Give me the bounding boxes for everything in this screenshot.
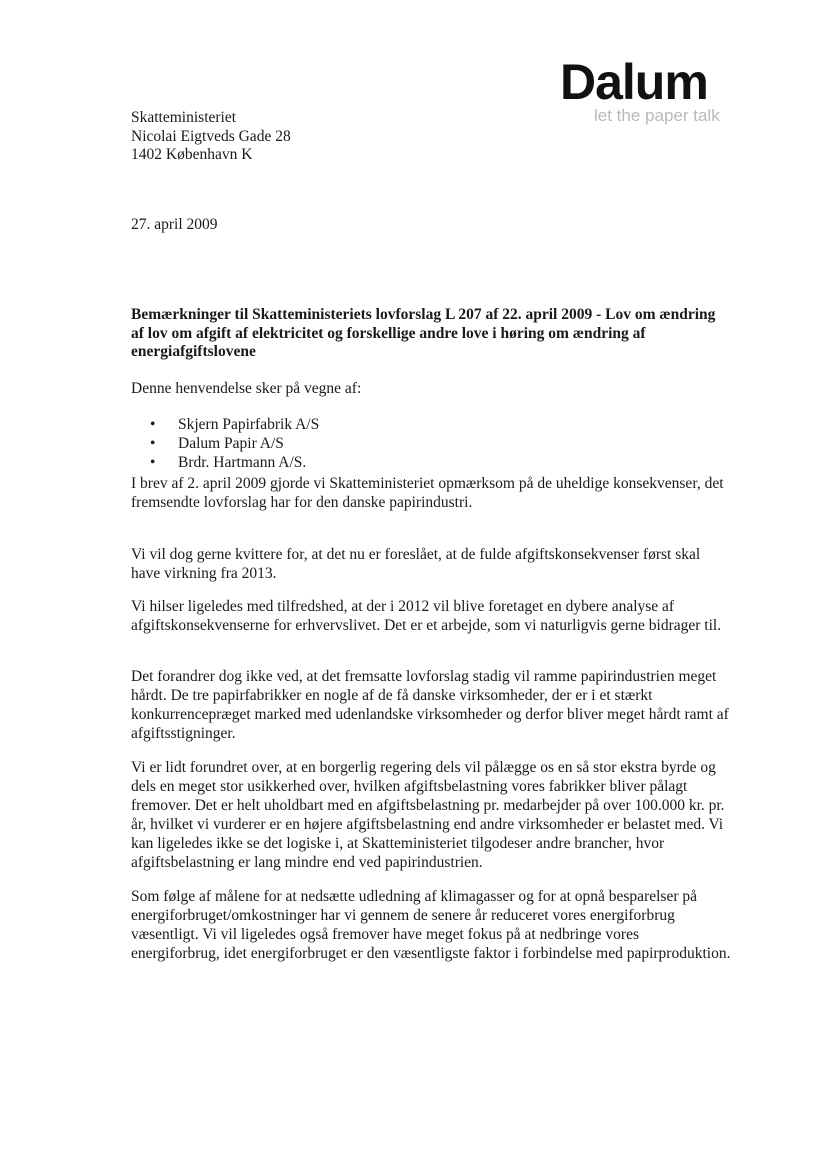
intro-text: Denne henvendelse sker på vegne af:: [131, 380, 362, 397]
list-item: • Dalum Papir A/S: [150, 435, 284, 452]
paragraph: Vi er lidt forundret over, at en borgerlig regering dels vil pålægge os en så stor ekstra byrde og dels en meget stor usikkerhed over, hvilken afgiftsbelastning vores fabrikker bliver pålagt fremover. Det er helt uholdbart med en afgiftsbelastning pr. medarbejder på over 100.000 kr. pr. år, hvilket vi vurderer er en højere afgiftsbelastning end andre virksomheder er belastet med. Vi kan ligeledes ikke se det logiske i, at Skatteministeriet tilgodeser andre brancher, hvor afgiftsbelastning er lang mindre end ved papirindustrien.: [131, 759, 725, 871]
logo-name: Dalum: [560, 54, 708, 110]
letter-date: 27. april 2009: [131, 216, 218, 233]
bullet-icon: •: [150, 416, 156, 433]
company-list: [150, 415, 319, 472]
recipient-street: Nicolai Eigtveds Gade 28: [131, 127, 291, 145]
letter-subject: Bemærkninger til Skatteministeriets lovforslag L 207 af 22. april 2009 - Lov om ændring af lov om afgift af elektricitet og forskellige andre love i høring om ændring af energiafgiftslovene: [131, 306, 716, 360]
paragraph: I brev af 2. april 2009 gjorde vi Skatteministeriet opmærksom på de uheldige konsekvenser, det fremsendte lovforslag har for den danske papirindustri.: [131, 475, 724, 511]
paragraph: Vi vil dog gerne kvittere for, at det nu er foreslået, at de fulde afgiftskonsekvenser først skal have virkning fra 2013.: [131, 546, 701, 582]
recipient-address: [131, 109, 291, 165]
paragraph: Vi hilser ligeledes med tilfredshed, at der i 2012 vil blive foretaget en dybere analyse af afgiftskonsekvenserne for erhvervslivet. Det er et arbejde, som vi naturligvis gerne bidrager til.: [131, 598, 722, 634]
bullet-icon: •: [150, 435, 156, 452]
paragraph: Det forandrer dog ikke ved, at det fremsatte lovforslag stadig vil ramme papirindustrien meget hårdt. De tre papirfabrikker en nogle af de få danske virksomheder, der er i et stærkt konkurrencepræget marked med udenlandske virksomheder og derfor bliver meget hårdt ramt af afgiftsstigninger.: [131, 668, 729, 742]
list-item: • Skjern Papirfabrik A/S: [150, 416, 320, 433]
recipient-city: 1402 København K: [131, 146, 253, 163]
list-item: • Brdr. Hartmann A/S.: [150, 454, 307, 471]
company-logo: [560, 54, 750, 126]
paragraph: Som følge af målene for at nedsætte udledning af klimagasser og for at opnå besparelser på energiforbruget/omkostninger har vi gennem de senere år reduceret vores energiforbrug væsentligt. Vi vil ligeledes også fremover have meget fokus på at nedbringe vores energiforbrug, idet energiforbruget er den væsentligste faktor i forbindelse med papirproduktion.: [131, 888, 731, 962]
bullet-icon: •: [150, 454, 156, 471]
logo-tagline: let the paper talk: [594, 106, 720, 125]
recipient-name: Skatteministeriet: [131, 109, 237, 126]
